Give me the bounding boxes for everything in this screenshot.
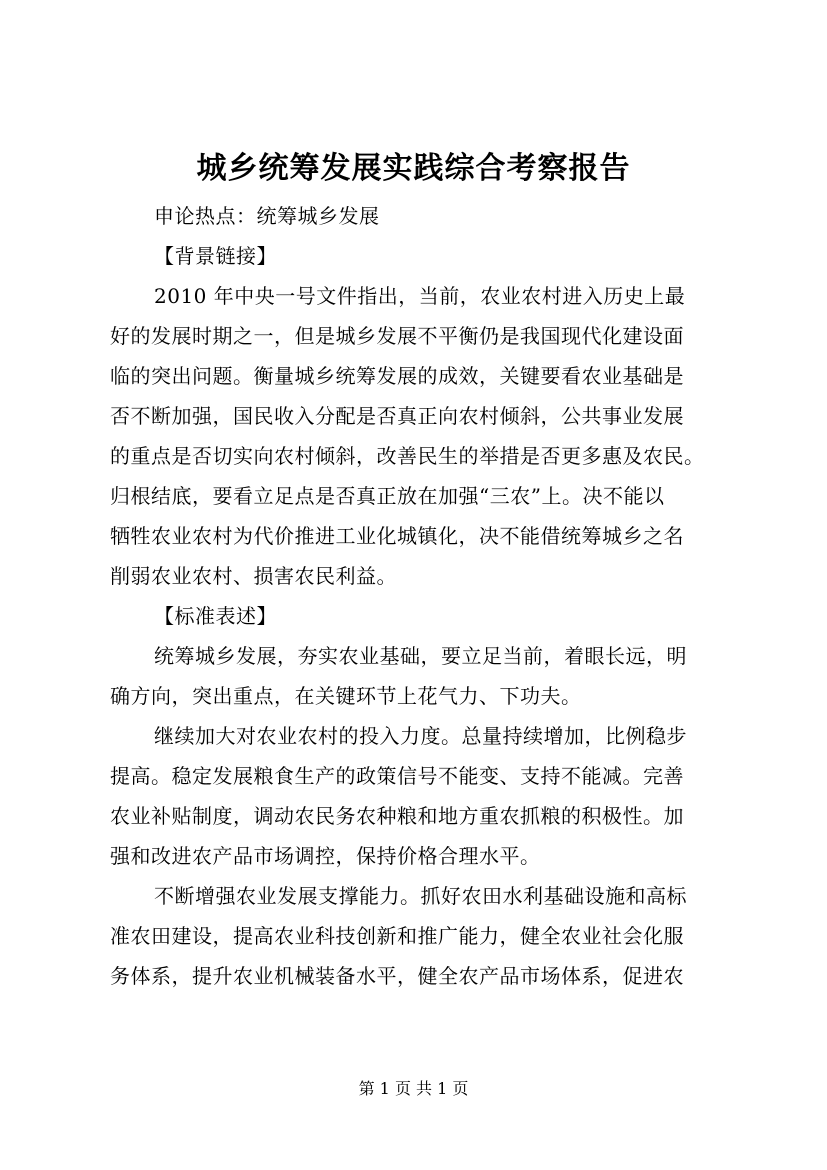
paragraph-line: 强和改进农产品市场调控，保持价格合理水平。 [110,844,541,868]
background-line: 否不断加强，国民收入分配是否真正向农村倾斜，公共事业发展 [110,404,684,428]
paragraph-line: 准农田建设，提高农业科技创新和推广能力，健全农业社会化服 [110,924,684,948]
paragraph-line: 不断增强农业发展支撑能力。抓好农田水利基础设施和高标 [154,884,687,908]
standard-heading: 【标准表述】 [154,604,277,628]
paragraph-line: 统筹城乡发展，夯实农业基础，要立足当前，着眼长远，明 [154,644,687,668]
document-title: 城乡统筹发展实践综合考察报告 [196,151,631,186]
background-line: 削弱农业农村、损害农民利益。 [110,564,397,588]
background-line: 好的发展时期之一，但是城乡发展不平衡仍是我国现代化建设面 [110,324,684,348]
document-body [110,196,730,996]
background-line: 2010 年中央一号文件指出，当前，农业农村进入历史上最 [154,284,686,308]
paragraph-line: 提高。稳定发展粮食生产的政策信号不能变、支持不能减。完善 [110,764,684,788]
paragraph-line: 务体系，提升农业机械装备水平，健全农产品市场体系，促进农 [110,964,684,988]
paragraph-line: 确方向，突出重点，在关键环节上花气力、下功夫。 [110,684,582,708]
subtitle-line: 申论热点：统筹城乡发展 [154,204,380,228]
background-line: 牺牲农业农村为代价推进工业化城镇化，决不能借统筹城乡之名 [110,524,684,548]
background-line: 归根结底，要看立足点是否真正放在加强“三农”上。决不能以 [110,484,665,508]
paragraph-line: 农业补贴制度，调动农民务农种粮和地方重农抓粮的积极性。加 [110,804,684,828]
background-line: 临的突出问题。衡量城乡统筹发展的成效，关键要看农业基础是 [110,364,684,388]
background-line: 的重点是否切实向农村倾斜，改善民生的举措是否更多惠及农民。 [110,444,705,468]
background-heading: 【背景链接】 [154,244,277,268]
paragraph-line: 继续加大对农业农村的投入力度。总量持续增加，比例稳步 [154,724,687,748]
page-footer: 第 1 页 共 1 页 [358,1079,469,1098]
